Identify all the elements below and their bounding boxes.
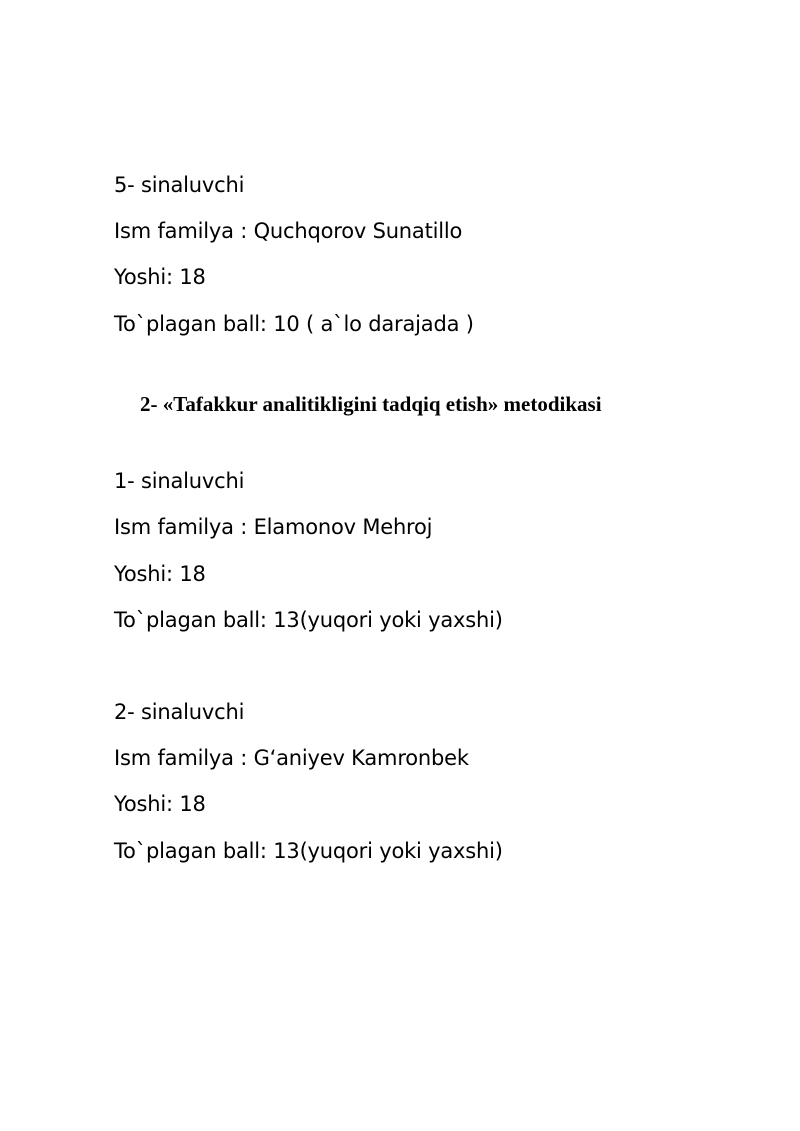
subject-2-age: Yoshi: 18 xyxy=(114,792,206,816)
subject-2-score: To`plagan ball: 13(yuqori yoki yaxshi) xyxy=(114,839,503,863)
subject-5-name: Ism familya : Quchqorov Sunatillo xyxy=(114,219,463,243)
subject-5-label: 5- sinaluvchi xyxy=(114,173,245,197)
subject-2-label: 2- sinaluvchi xyxy=(114,700,245,724)
subject-5-score: To`plagan ball: 10 ( a`lo darajada ) xyxy=(114,312,474,336)
subject-1-score: To`plagan ball: 13(yuqori yoki yaxshi) xyxy=(114,608,503,632)
subject-2-name: Ism familya : G‘aniyev Kamronbek xyxy=(114,746,469,770)
subject-1-label: 1- sinaluvchi xyxy=(114,469,245,493)
subject-1-age: Yoshi: 18 xyxy=(114,562,206,586)
subject-1-name: Ism familya : Elamonov Mehroj xyxy=(114,515,433,539)
subject-5-age: Yoshi: 18 xyxy=(114,265,206,289)
method-heading: 2- «Tafakkur analitikligini tadqiq etish» metodikasi xyxy=(140,392,602,416)
